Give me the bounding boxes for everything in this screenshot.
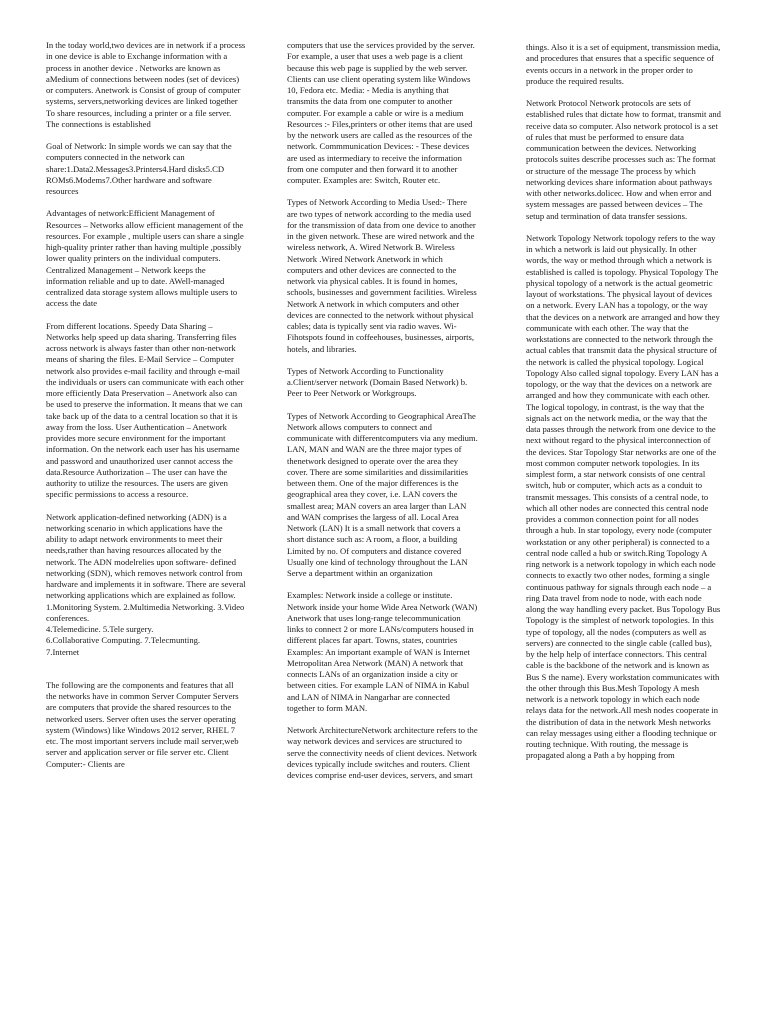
paragraph: Goal of Network: In simple words we can say that the computers connected in the network can share:1.Data2.Messages3.Printers4.Hard disks5.CD ROMs6.Modems7.Other hardware and software resources bbox=[46, 141, 232, 196]
paragraph: Network ArchitectureNetwork architecture refers to the way network devices and services are structured to serve the connectivity needs of client devices. Network devices typically include switches and routers. Client devices comprise end-user devices, servers, and smart bbox=[287, 725, 478, 780]
paragraph: Advantages of network:Efficient Management of Resources – Networks allow efficient management of the resources. For example , multiple users can share a single high-quality printer rather than having multiple ,possibly lower quality printers on the individual computers. Centralized Management – Network keeps the information reliable and up to date. AWell-managed centralized data storage system allows multiple users to access the date bbox=[46, 208, 244, 309]
paragraph: Network application-defined networking (ADN) is a networking scenario in which applications have the ability to adapt network environments to meet their needs,rather than having resources allocated by the network. The ADN modelrelies upon software- defined networking (SDN), which removes network control from hardware and implements it in software. There are several networking applications which are explained as follow. 1.Monitoring System. 2.Multimedia Networking. 3.Video conferences. 4.Telemedicine. 5.Tele surgery. 6.Collaborative Computing. 7.Telecmunting. 7.Internet bbox=[46, 511, 246, 657]
text-column-2 bbox=[287, 40, 479, 792]
paragraph: Examples: Network inside a college or institute. Network inside your home Wide Area Network (WAN) Anetwork that uses long-range telecommunication links to connect 2 or more LANs/computers housed in different places far apart. Towns, states, countries Examples: An important example of WAN is Internet Metropolitan Area Network (MAN) A network that connects LANs of an organization inside a city or between cities. For example LAN of NIMA in Kabul and LAN of NIMA in Nangarhar are connected together to form MAN. bbox=[287, 590, 478, 713]
text-column-1 bbox=[46, 40, 246, 781]
paragraph: Network Topology Network topology refers to the way in which a network is laid out physically. In other words, the way or method through which a network is established is called is topology. Physical Topology The physical topology of a network is the actual geometric layout of workstations. The physical layout of devices on a network. Every LAN has a topology, or the way that the devices on a network are arranged and how they communicate with each other. The way that the workstations are connected to the network through the actual cables that transmit data the physical structure of the network is called the physical topology. Logical Topology Also called signal topology. Every LAN has a topology, or the way that the devices on a network are arranged and how they communicate with each other. The logical topology, in contrast, is the way that the signals act on the network media, or the way that the data passes through the network from one device to the next without regard to the physical interconnection of the devices. Star Topology Star networks are one of the most common computer network topologies. In its simplest form, a star network consists of one central switch, hub or computer, which acts as a conduit to transmit messages. This consists of a central node, to which all other nodes are connected this central node provides a common connection point for all nodes through a hub. In star topology, every node (computer workstation or any other peripheral) is connected to a central node called a hub or switch.Ring Topology A ring network is a network topology in which each node connects to exactly two other nodes, forming a single continuous pathway for signals through each node – a ring Data travel from node to node, with each node along the way handling every packet. Bus Topology Bus Topology is the simplest of network topologies. In this type of topology, all the nodes (computers as well as servers) are connected to the single cable (called bus), by the help help of interface connectors. This central cable is the backbone of the network and is known as Bus S the name). Every workstation communicates with the other through this Bus.Mesh Topology A mesh network is a network topology in which each node relays data for the network.All mesh nodes cooperate in the distribution of data in the network Mesh networks can relay messages using either a flooding technique or routing technique. With routing, the message is propagated along a Path a by hopping from bbox=[526, 232, 721, 761]
paragraph: Types of Network According to Functionality a.Client/server network (Domain Based Network) b. Peer to Peer Network or Workgroups. bbox=[287, 365, 468, 399]
paragraph: computers that use the services provided by the server. For example, a user that uses a web page is a client because this web page is supplied by the web server. Clients can use client operating system like Windows 10, Fedora etc. Media: - Media is anything that transmits the data from one computer to another computer. For example a cable or wire is a medium Resources :- Files,printers or other items that are used by the network users are called as the resources of the network. Commmunication Devices: - These devices are used as intermediary to receive the information from one computer and then forward it to another computer. Examples are: Switch, Router etc. bbox=[287, 40, 475, 185]
paragraph: Types of Network According to Media Used:- There are two types of network according to the media used for the transmission of data from one device to another in the given network. These are wired network and the wireless network, A. Wired Network B. Wireless Network .Wired Network Anetwork in which computers and other devices are connected to the network via physical cables. It is found in homes, schools, businesses and government facilities. Wireless Network A network in which computers and other devices are connected to the network without physical cables; data is typically sent via radio waves. Wi-Fihotspots found in coffeehouses, businesses, airports, hotels, and libraries. bbox=[287, 197, 477, 354]
text-column-3 bbox=[526, 42, 721, 773]
paragraph: In the today world,two devices are in network if a process in one device is able to Exchange information with a process in another device . Networks are known as aMedium of connections between nodes (set of devices) or computers. Anetwork is Consist of group of computer systems, servers,networking devices are linked together To share resources, including a printer or a file server. The connections is established bbox=[46, 40, 246, 129]
paragraph: things. Also it is a set of equipment, transmission media, and procedures that ensures that a specific sequence of events occurs in a network in the proper order to produce the required results. bbox=[526, 42, 721, 86]
paragraph: Types of Network According to Geographical AreaThe Network allows computers to connect and communicate with differentcomputers via any medium. LAN, MAN and WAN are the three major types of thenetwork designed to operate over the area they cover. There are some similarities and dissimilarities between them. One of the major differences is the geographical area they cover, i.e. LAN covers the smallest area; MAN covers an area larger than LAN and WAN comprises the largess of all. Local Area Network (LAN) It is a small network that covers a short distance such as: A room, a floor, a building Limited by no. Of computers and distance covered Usually one kind of technology throughout the LAN Serve a department within an organization bbox=[287, 410, 478, 578]
paragraph: Network Protocol Network protocols are sets of established rules that dictate how to format, transmit and receive data so computer. Also network protocol is a set of rules that must be performed to ensure data communication between the devices. Networking protocols suites describe processes such as: The format or structure of the message The process by which networking devices share information about pathways with other networks.dolicec. How and when error and system messages are passed between devices – The setup and termination of data transfer sessions. bbox=[526, 98, 721, 221]
paragraph: From different locations. Speedy Data Sharing – Networks help speed up data sharing. Transferring files across network is always faster than other non-network means of sharing the files. E-Mail Service – Computer network also provides e-mail facility and through e-mail the individuals or users can communicate with each other more efficiently Data Preservation – Anetwork also can be used to preserve the information. It means that we can take back up of the data to a central location so that it is away from the loss. User Authentication – Anetwork provides more secure environment for the important information. On the network each user has his username and password and unauthorized user cannot access the data.Resource Authorization – The user can have the authority to utilize the resources. The users are given specific permissions to access a resource. bbox=[46, 320, 244, 500]
paragraph: The following are the components and features that all the networks have in common Server Computer Servers are computers that provide the shared resources to the networked users. Server often uses the server operating system (Windows) like Windows 2012 server, RHEL 7 etc. The most important servers include mail server,web server and application server or file server etc. Client Computer:- Clients are bbox=[46, 679, 239, 769]
